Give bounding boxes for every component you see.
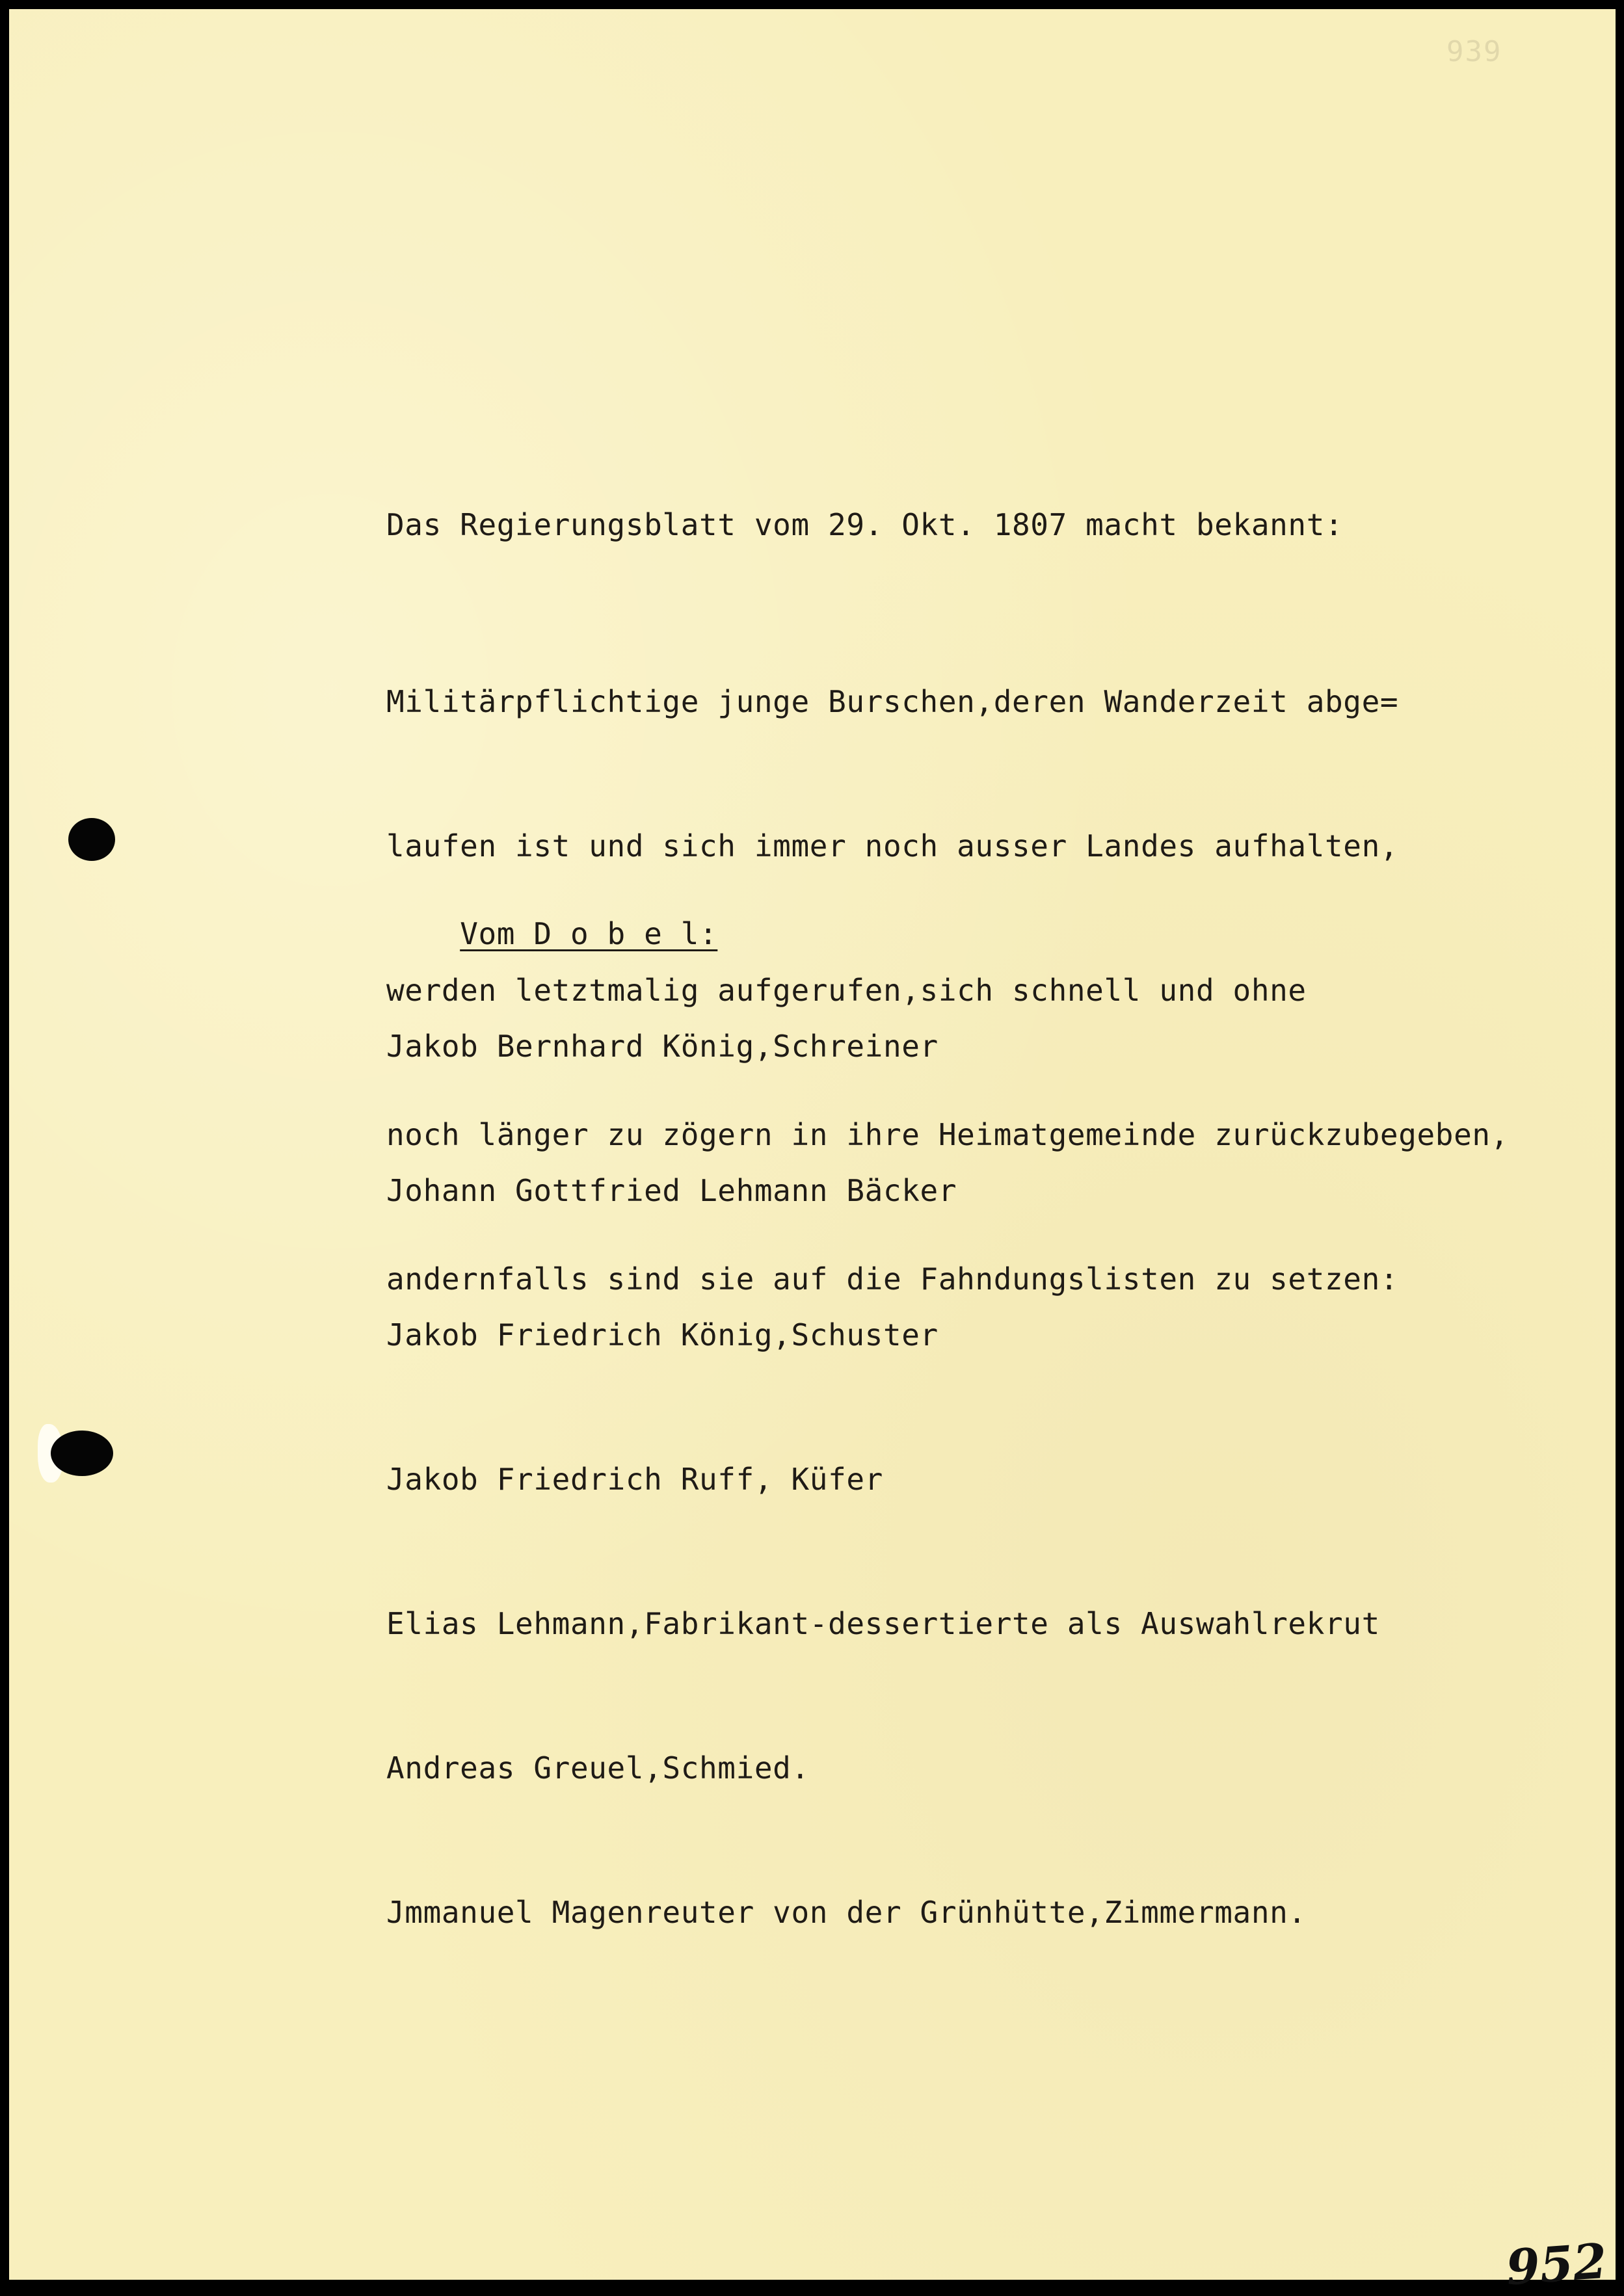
list-item: Jakob Bernhard König,Schreiner: [386, 1029, 938, 1064]
list-item: Johann Gottfried Lehmann Bäcker: [386, 1173, 957, 1208]
names-list: [386, 926, 1380, 2033]
page-number: 952: [1504, 2233, 1609, 2296]
intro-line: Das Regierungsblatt vom 29. Okt. 1807 macht bekannt:: [386, 507, 1344, 542]
list-item: Elias Lehmann,Fabrikant-dessertierte als Auswahlrekrut: [386, 1606, 1380, 1641]
paragraph-line: laufen ist und sich immer noch ausser Landes aufhalten,: [386, 828, 1399, 864]
paragraph-line: andernfalls sind sie auf die Fahndungslisten zu setzen:: [386, 1261, 1399, 1297]
paper-sheet: [9, 9, 1616, 2280]
section-heading-text: Vom D o b e l:: [460, 916, 718, 951]
faint-stamp: 939: [1446, 35, 1502, 68]
list-item: Andreas Greuel,Schmied.: [386, 1750, 810, 1786]
punch-hole: [68, 818, 115, 861]
paragraph-line: noch länger zu zögern in ihre Heimatgemeinde zurückzubegeben,: [386, 1117, 1509, 1152]
list-item: Jakob Friedrich König,Schuster: [386, 1317, 938, 1353]
list-item: Jakob Friedrich Ruff, Küfer: [386, 1462, 883, 1497]
list-item: Jmmanuel Magenreuter von der Grünhütte,Zimmermann.: [386, 1895, 1307, 1930]
paragraph-line: werden letztmalig aufgerufen,sich schnell und ohne: [386, 973, 1307, 1008]
punch-hole: [51, 1431, 113, 1476]
paragraph-line: Militärpflichtige junge Burschen,deren Wanderzeit abge=: [386, 684, 1399, 719]
